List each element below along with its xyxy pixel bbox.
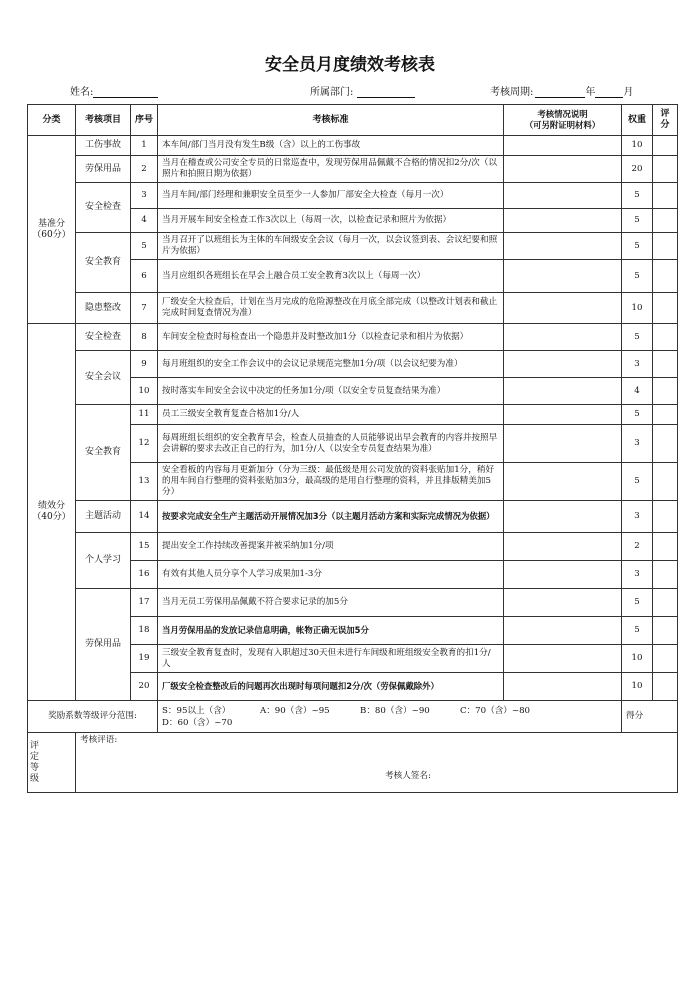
name-input-line[interactable]: [93, 87, 158, 98]
row-weight: 3: [622, 501, 653, 533]
row-no: 10: [131, 378, 158, 405]
row-weight: 3: [622, 561, 653, 589]
row-score[interactable]: [653, 136, 678, 156]
col-score: 评分: [653, 105, 678, 136]
row-note[interactable]: [504, 501, 622, 533]
row-score[interactable]: [653, 293, 678, 324]
row-weight: 5: [622, 324, 653, 351]
row-no: 19: [131, 645, 158, 673]
row-score[interactable]: [653, 501, 678, 533]
grade-a: A：90（含）~95: [260, 705, 330, 716]
row-weight: 3: [622, 351, 653, 378]
comment-cell[interactable]: [76, 733, 678, 793]
row-no: 3: [131, 183, 158, 209]
row-standard: 按要求完成安全生产主题活动开展情况加3分（以主题月活动方案和实际完成情况为依据）: [158, 501, 504, 533]
row-standard: 每周班组长组织的安全教育早会，检查人员抽查的人员能够说出早会教育的内容并按照早会讲解的要求去改正自己的行为，加1分/人（以安全专员复查结果为准）: [158, 425, 504, 463]
row-score[interactable]: [653, 324, 678, 351]
row-weight: 5: [622, 209, 653, 233]
col-category: 分类: [28, 105, 76, 136]
item-ppe: 劳保用品: [76, 156, 131, 183]
row-weight: 10: [622, 293, 653, 324]
row-standard: 有效有其他人员分享个人学习成果加1-3分: [158, 561, 504, 589]
row-score[interactable]: [653, 589, 678, 617]
row-note[interactable]: [504, 209, 622, 233]
col-note-line2: （可另附证明材料）: [524, 120, 601, 130]
row-note[interactable]: [504, 136, 622, 156]
row-note[interactable]: [504, 260, 622, 293]
item-edu: 安全教育: [76, 233, 131, 293]
table-row: [28, 156, 678, 183]
item-ppe-perf: 劳保用品: [76, 589, 131, 701]
row-score[interactable]: [653, 561, 678, 589]
year-label: 年: [585, 87, 596, 98]
grade-ranges: [158, 701, 622, 733]
comment-label: 考核评语:: [80, 735, 118, 745]
category-perf-line1: 绩效分: [37, 501, 65, 511]
grade-d: D：60（含）~70: [162, 717, 233, 728]
row-no: 11: [131, 405, 158, 425]
col-weight: 权重: [622, 105, 653, 136]
name-field[interactable]: [70, 83, 158, 98]
category-basic-line1: 基准分: [37, 218, 65, 229]
row-no: 5: [131, 233, 158, 260]
row-score[interactable]: [653, 673, 678, 701]
table-row: [28, 293, 678, 324]
score-label: 得分: [626, 711, 644, 721]
row-weight: 3: [622, 425, 653, 463]
row-note[interactable]: [504, 463, 622, 501]
row-weight: 2: [622, 533, 653, 561]
table-row: [28, 589, 678, 617]
row-score[interactable]: [653, 533, 678, 561]
row-note[interactable]: [504, 405, 622, 425]
row-score[interactable]: [653, 351, 678, 378]
row-standard: 厂级安全检查整改后的问题再次出现时每项问题扣2分/次（劳保佩戴除外）: [158, 673, 504, 701]
row-standard: 当月开展车间安全检查工作3次以上（每周一次，以检查记录和照片为依据）: [158, 209, 504, 233]
col-note: [504, 105, 622, 136]
row-weight: 10: [622, 136, 653, 156]
row-score[interactable]: [653, 378, 678, 405]
row-standard: 安全看板的内容每月更新加分（分为三级：最低级是用公司发放的资料张贴加1分，稍好的用车间自行整理的资料张贴加3分，最高级的是用自行整理的资料，并且排版精美加5分）: [158, 463, 504, 501]
row-no: 8: [131, 324, 158, 351]
row-standard: 每月班组织的安全工作会议中的会议记录规范完整加1分/项（以会议纪要为准）: [158, 351, 504, 378]
dept-field[interactable]: [310, 83, 415, 98]
col-item: 考核项目: [76, 105, 131, 136]
row-score[interactable]: [653, 645, 678, 673]
row-weight: 5: [622, 405, 653, 425]
row-note[interactable]: [504, 589, 622, 617]
row-score[interactable]: [653, 425, 678, 463]
row-weight: 20: [622, 156, 653, 183]
row-no: 6: [131, 260, 158, 293]
row-standard: 三级安全教育复查时，发现有入职超过30天但未进行车间级和班组级安全教育的扣1分/人: [158, 645, 504, 673]
assessment-table: [27, 104, 678, 793]
row-weight: 5: [622, 233, 653, 260]
row-note[interactable]: [504, 425, 622, 463]
row-note[interactable]: [504, 561, 622, 589]
row-standard: 本车间/部门当月没有发生B级（含）以上的工伤事故: [158, 136, 504, 156]
row-no: 1: [131, 136, 158, 156]
row-no: 20: [131, 673, 158, 701]
row-weight: 5: [622, 260, 653, 293]
month-label: 月: [623, 87, 634, 98]
row-note[interactable]: [504, 645, 622, 673]
row-no: 9: [131, 351, 158, 378]
row-standard: 当月应组织各班组长在早会上融合员工安全教育3次以上（每周一次）: [158, 260, 504, 293]
table-row: [28, 183, 678, 209]
item-study: 个人学习: [76, 533, 131, 589]
col-standard: 考核标准: [158, 105, 504, 136]
table-row: [28, 501, 678, 533]
row-no: 18: [131, 617, 158, 645]
row-no: 13: [131, 463, 158, 501]
row-no: 15: [131, 533, 158, 561]
category-perf: [28, 324, 76, 701]
grade-s: S：95以上（含）: [162, 705, 231, 716]
row-weight: 5: [622, 463, 653, 501]
row-score[interactable]: [653, 463, 678, 501]
row-weight: 5: [622, 183, 653, 209]
grade-line-1: [162, 705, 617, 717]
row-score[interactable]: [653, 233, 678, 260]
eval-label-char-4: 级: [30, 773, 40, 784]
row-standard: 当月无员工劳保用品佩戴不符合要求记录的加5分: [158, 589, 504, 617]
table-row: [28, 405, 678, 425]
item-inspect-perf: 安全检查: [76, 324, 131, 351]
total-score-cell[interactable]: [622, 701, 678, 733]
row-no: 2: [131, 156, 158, 183]
row-no: 17: [131, 589, 158, 617]
period-field[interactable]: [490, 83, 633, 98]
row-note[interactable]: [504, 351, 622, 378]
year-input-line[interactable]: [535, 87, 585, 98]
eval-label-char-3: 等: [30, 762, 40, 773]
row-no: 14: [131, 501, 158, 533]
row-score[interactable]: [653, 209, 678, 233]
col-note-line1: 考核情况说明: [537, 109, 588, 119]
row-note[interactable]: [504, 673, 622, 701]
row-note[interactable]: [504, 378, 622, 405]
row-score[interactable]: [653, 617, 678, 645]
period-label: 考核周期:: [490, 87, 534, 98]
row-weight: 4: [622, 378, 653, 405]
row-weight: 5: [622, 589, 653, 617]
eval-label: [28, 733, 76, 793]
signer-label: 考核人签名:: [385, 771, 431, 781]
row-note[interactable]: [504, 293, 622, 324]
table-row: [28, 533, 678, 561]
row-no: 12: [131, 425, 158, 463]
row-weight: 10: [622, 645, 653, 673]
bonus-row: [28, 701, 678, 733]
item-injury: 工伤事故: [76, 136, 131, 156]
row-weight: 5: [622, 617, 653, 645]
table-row: [28, 351, 678, 378]
item-hazard: 隐患整改: [76, 293, 131, 324]
row-standard: 当月在稽查或公司安全专员的日常巡查中，发现劳保用品佩戴不合格的情况扣2分/次（以照片和拍照日期为依据）: [158, 156, 504, 183]
table-header-row: [28, 105, 678, 136]
row-score[interactable]: [653, 156, 678, 183]
item-inspect: 安全检查: [76, 183, 131, 233]
eval-label-char-2: 定: [30, 751, 40, 762]
row-no: 16: [131, 561, 158, 589]
row-standard: 厂级安全大检查后，计划在当月完成的危险源整改在月底全部完成（以整改计划表和截止完成时间复查情况为准）: [158, 293, 504, 324]
item-edu-perf: 安全教育: [76, 405, 131, 501]
row-standard: 按时落实车间安全会议中决定的任务加1分/项（以安全专员复查结果为准）: [158, 378, 504, 405]
row-score[interactable]: [653, 260, 678, 293]
row-standard: 当月车间/部门经理和兼职安全员至少一人参加厂部安全大检查（每月一次）: [158, 183, 504, 209]
item-meeting: 安全会议: [76, 351, 131, 405]
page-title: 安全员月度绩效考核表: [265, 55, 435, 75]
grade-c: C：70（含）~80: [460, 705, 531, 716]
name-label: 姓名:: [70, 87, 94, 98]
row-standard: 车间安全检查时每检查出一个隐患并及时整改加1分（以检查记录和相片为依据）: [158, 324, 504, 351]
row-note[interactable]: [504, 617, 622, 645]
grade-b: B：80（含）~90: [360, 705, 430, 716]
row-standard: 当月劳保用品的发放记录信息明确，帐物正确无误加5分: [158, 617, 504, 645]
category-perf-line2: （40分）: [32, 512, 71, 522]
row-no: 4: [131, 209, 158, 233]
table-row: [28, 136, 678, 156]
item-theme: 主题活动: [76, 501, 131, 533]
row-note[interactable]: [504, 324, 622, 351]
row-note[interactable]: [504, 233, 622, 260]
evaluation-row: [28, 733, 678, 793]
row-standard: 提出安全工作持续改善提案并被采纳加1分/项: [158, 533, 504, 561]
dept-input-line[interactable]: [357, 87, 415, 98]
dept-label: 所属部门:: [310, 87, 354, 98]
table-row: [28, 324, 678, 351]
table-row: [28, 233, 678, 260]
row-standard: 当月召开了以班组长为主体的车间级安全会议（每月一次，以会议签到表、会议纪要和照片为依据）: [158, 233, 504, 260]
row-note[interactable]: [504, 183, 622, 209]
category-basic-line2: （60分）: [32, 229, 71, 240]
row-standard: 员工三级安全教育复查合格加1分/人: [158, 405, 504, 425]
row-no: 7: [131, 293, 158, 324]
row-note[interactable]: [504, 156, 622, 183]
eval-label-char-1: 评: [30, 740, 40, 751]
month-input-line[interactable]: [595, 87, 623, 98]
row-note[interactable]: [504, 533, 622, 561]
category-basic: [28, 136, 76, 324]
row-score[interactable]: [653, 183, 678, 209]
col-no: 序号: [131, 105, 158, 136]
row-score[interactable]: [653, 405, 678, 425]
row-weight: 10: [622, 673, 653, 701]
bonus-label: 奖励系数等级评分范围:: [28, 701, 158, 733]
